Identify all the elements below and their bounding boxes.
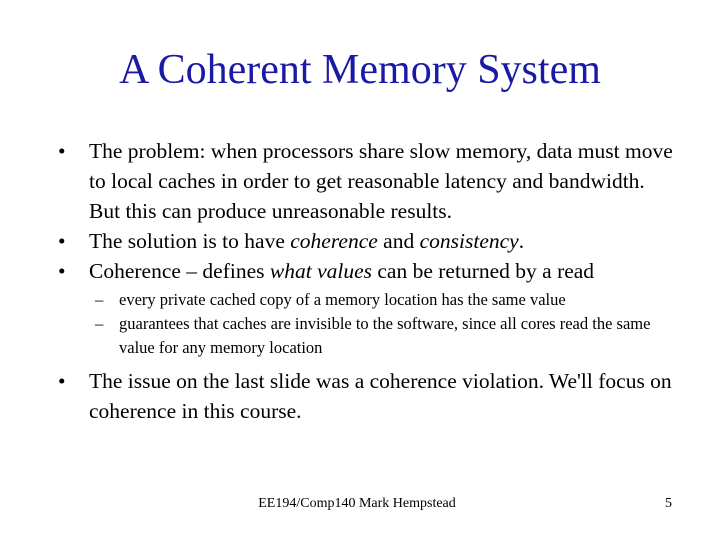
text-run: . [518, 229, 525, 253]
footer-text: EE194/Comp140 Mark Hempstead [258, 496, 456, 511]
sub-bullet-text: every private cached copy of a memory location has the same value [119, 290, 566, 309]
page-number: 5 [665, 496, 672, 511]
bullet-marker: • [58, 229, 66, 253]
bullet-list [58, 136, 678, 426]
bullet-marker: • [58, 369, 66, 393]
text-run: The issue on the last slide was a coherence violation. We'll focus on coherence in this course. [89, 369, 672, 423]
bullet-text [89, 369, 672, 423]
emphasis-text: coherence [290, 229, 378, 253]
text-run: The solution is to have [89, 229, 291, 253]
bullet-item [58, 226, 678, 256]
bullet-marker: • [58, 139, 66, 163]
text-run: The problem: when processors share slow memory, data must move to local caches in order to get reasonable latency and bandwidth. But this can produce unreasonable results. [89, 139, 673, 223]
sub-bullet-list [58, 288, 678, 360]
sub-bullet-item [95, 312, 678, 360]
text-run: Coherence – defines [89, 259, 270, 283]
sub-bullet-marker: – [95, 290, 104, 309]
text-run: can be returned by a read [372, 259, 595, 283]
bullet-item [58, 366, 678, 426]
bullet-item [58, 136, 678, 226]
bullet-text [89, 139, 673, 223]
slide-title: A Coherent Memory System [119, 47, 601, 93]
bullet-marker: • [58, 259, 66, 283]
bullet-item [58, 256, 678, 286]
sub-bullet-text: guarantees that caches are invisible to the software, since all cores read the same value for any memory location [119, 314, 651, 357]
text-run: and [377, 229, 420, 253]
bullet-text [89, 259, 594, 283]
emphasis-text: what values [269, 259, 373, 283]
bullet-text [89, 229, 524, 253]
sub-bullet-item [95, 288, 678, 312]
emphasis-text: consistency [419, 229, 519, 253]
sub-bullet-marker: – [95, 314, 104, 333]
